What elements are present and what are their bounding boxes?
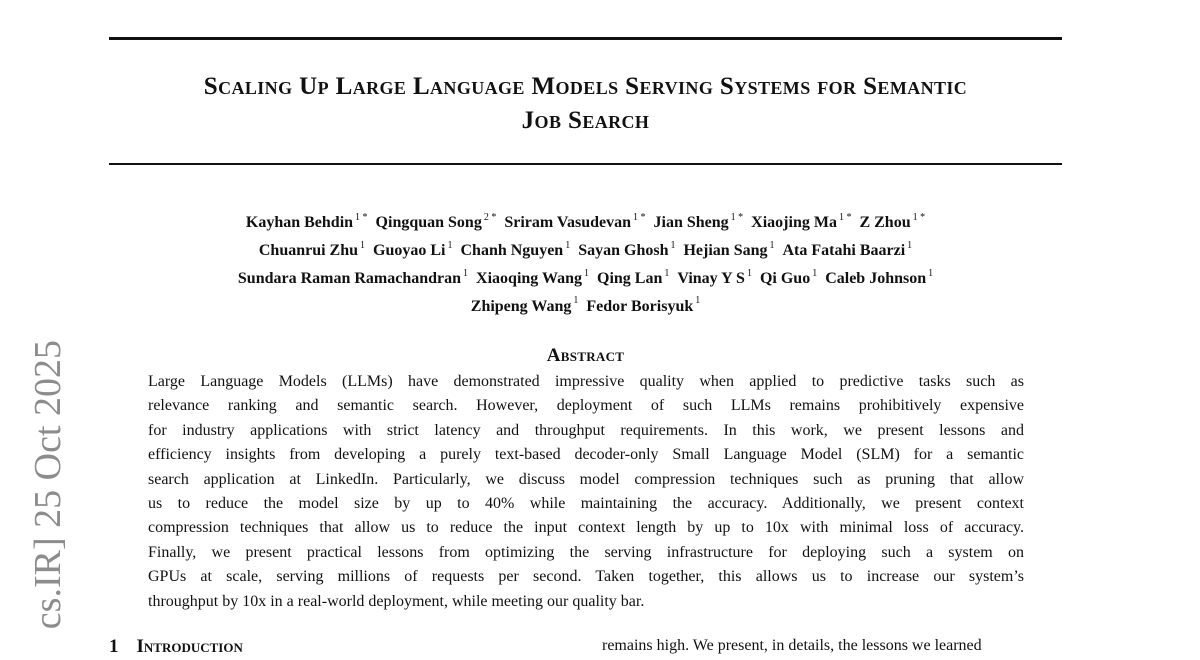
author — [476, 267, 590, 287]
author-name: Zhipeng Wang — [470, 297, 572, 315]
author — [759, 267, 818, 287]
abstract-line: Large Language Models (LLMs) have demonstrated impressive quality when applied to predictive tasks such as — [148, 373, 1024, 390]
author-affiliation: 1 * — [730, 212, 744, 223]
author-name: Vinay Y S — [677, 269, 745, 287]
author-name: Sayan Ghosh — [578, 242, 669, 260]
abstract-line: compression techniques that allow us to reduce the input context length by up to 10x with minimal loss of accuracy. — [148, 519, 1024, 537]
author-name: Sriram Vasudevan — [504, 214, 632, 232]
author — [246, 214, 368, 231]
author-affiliation: 1 * — [633, 212, 646, 223]
author-affiliation: 2 * — [483, 212, 497, 223]
abstract-line: relevance ranking and semantic search. However, deployment of such LLMs remains prohibitively expensive — [148, 397, 1024, 415]
author — [683, 239, 775, 260]
author-name: Fedor Borisyuk — [586, 297, 694, 315]
author-line — [109, 290, 1062, 318]
author-affiliation: 1 * — [838, 212, 852, 223]
abstract-line: Finally, we present practical lessons from optimizing the serving infrastructure for deploying such a system on — [148, 543, 1024, 561]
author-affiliation: 1 — [670, 239, 676, 251]
abstract-line: search application at LinkedIn. Particularly, we discuss model compression techniques such as pruning that allow — [148, 470, 1024, 488]
author — [825, 267, 934, 287]
abstract-line: for industry applications with strict latency and throughput requirements. In this work, we present lessons and — [148, 421, 1024, 439]
author — [237, 267, 469, 287]
author — [677, 267, 752, 287]
section-heading — [109, 636, 243, 658]
abstract-line: efficiency insights from developing a purely text-based decoder-only Small Language Model (SLM) for a semantic — [148, 446, 1024, 464]
author-name: Guoyao Li — [373, 242, 446, 260]
author-name: Hejian Sang — [683, 242, 768, 260]
author-affiliation: 1 — [447, 239, 453, 251]
author-affiliation: 1 — [769, 239, 775, 251]
author-affiliation: 1 — [907, 239, 913, 251]
author — [376, 214, 497, 231]
author-name: Qingquan Song — [375, 214, 482, 232]
abstract-line: GPUs at scale, serving millions of requests per second. Taken together, this allows us to increase our system’s — [148, 568, 1024, 586]
author-affiliation: 1 — [664, 267, 670, 279]
author-list — [109, 207, 1062, 318]
author-name: Jian Sheng — [653, 214, 729, 232]
author-affiliation: 1 — [695, 295, 701, 307]
author-affiliation: 1 — [746, 267, 752, 279]
author-name: Chanh Nguyen — [460, 242, 564, 260]
body-text-right-column: remains high. We present, in details, the lessons we learned — [602, 637, 982, 654]
author-name: Qi Guo — [759, 269, 811, 287]
abstract-line: us to reduce the model size by up to 40% while maintaining the accuracy. Additionally, we present context — [148, 495, 1024, 513]
author — [460, 239, 571, 260]
author-affiliation: 1 — [928, 267, 934, 279]
title-bottom-rule — [109, 163, 1062, 165]
section-number: 1 — [109, 636, 119, 657]
author — [586, 295, 701, 315]
abstract-heading: Abstract — [546, 345, 625, 366]
author-affiliation: 1 — [573, 295, 579, 307]
author-line — [109, 263, 1062, 291]
abstract-line: throughput by 10x in a real-world deployment, while meeting our quality bar. — [148, 592, 645, 610]
author-name: Xiaojing Ma — [751, 214, 837, 232]
author-affiliation: 1 — [463, 267, 469, 279]
author — [597, 267, 670, 287]
author — [373, 239, 453, 260]
author-name: Kayhan Behdin — [245, 214, 354, 232]
author-affiliation: 1 — [812, 267, 818, 279]
author-line — [109, 235, 1062, 263]
author — [654, 214, 744, 231]
author — [258, 239, 366, 260]
author — [859, 214, 925, 231]
author — [751, 214, 851, 231]
author — [504, 214, 645, 231]
paper-title — [109, 70, 1062, 138]
author-affiliation: 1 * — [912, 212, 926, 223]
author-name: Ata Fatahi Baarzi — [782, 242, 906, 260]
author-name: Chuanrui Zhu — [258, 242, 359, 260]
author-affiliation: 1 — [565, 239, 571, 251]
author — [578, 239, 676, 260]
abstract-body — [148, 370, 1024, 614]
author-name: Z Zhou — [859, 214, 911, 232]
author-affiliation: 1 — [360, 239, 366, 251]
author-affiliation: 1 * — [355, 212, 368, 223]
author-line — [109, 207, 1062, 235]
section-title: Introduction — [136, 636, 243, 657]
author — [470, 295, 579, 315]
author-affiliation: 1 — [584, 267, 590, 279]
title-top-rule — [109, 37, 1062, 40]
author-name: Sundara Raman Ramachandran — [237, 269, 462, 287]
title-line: Job Search — [521, 107, 650, 134]
arxiv-stamp: cs.IR] 25 Oct 2025 — [27, 340, 69, 630]
author-name: Xiaoqing Wang — [476, 269, 583, 287]
author-name: Caleb Johnson — [825, 269, 927, 287]
author — [782, 239, 913, 260]
title-line: Scaling Up Large Language Models Serving Systems for Semantic — [203, 73, 968, 100]
author-name: Qing Lan — [597, 269, 663, 287]
